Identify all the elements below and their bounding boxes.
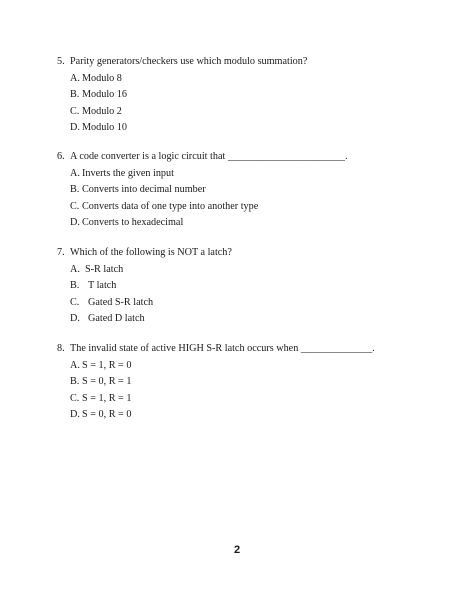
option-text: S = 1, R = 0 <box>82 360 132 371</box>
option-letter: A. <box>70 360 80 371</box>
option-letter: C. <box>70 105 80 117</box>
question-text: Which of the following is NOT a latch? <box>70 247 232 258</box>
option-letter: D. <box>70 312 80 324</box>
option-letter: B. <box>70 184 80 196</box>
option-text: Modulo 2 <box>82 105 122 117</box>
option-text: Converts to hexadecimal <box>82 216 184 228</box>
option-text: S = 0, R = 1 <box>82 376 132 388</box>
option-text: Gated D latch <box>88 312 145 324</box>
question-text: A code converter is a logic circuit that _______________________. <box>70 151 348 162</box>
option-letter: A. <box>70 264 80 275</box>
question-text: The invalid state of active HIGH S-R latch occurs when ______________. <box>70 343 375 354</box>
page-number: 2 <box>233 544 241 556</box>
option-letter: D. <box>70 121 80 133</box>
option-text: Modulo 8 <box>82 73 122 84</box>
option-letter: C. <box>70 200 80 212</box>
option-text: Converts data of one type into another type <box>82 200 259 212</box>
question-text: Parity generators/checkers use which modulo summation? <box>70 56 308 67</box>
option-text: Inverts the given input <box>82 168 174 179</box>
option-letter: B. <box>70 376 80 388</box>
option-letter: A. <box>70 168 80 179</box>
option-text: T latch <box>88 280 117 292</box>
option-letter: A. <box>70 73 80 84</box>
option-letter: D. <box>70 216 80 228</box>
option-text: Modulo 10 <box>82 121 127 133</box>
question-number: 7. <box>57 247 65 258</box>
option-letter: C. <box>70 392 80 404</box>
option-text: Converts into decimal number <box>82 184 206 196</box>
option-text: S-R latch <box>85 264 124 275</box>
question-number: 8. <box>57 343 65 354</box>
option-text: Modulo 16 <box>82 89 127 101</box>
question-number: 5. <box>57 56 65 67</box>
option-letter: C. <box>70 296 80 308</box>
option-letter: D. <box>70 408 80 420</box>
option-text: Gated S-R latch <box>88 296 154 308</box>
option-letter: B. <box>70 89 80 101</box>
option-text: S = 1, R = 1 <box>82 392 132 404</box>
option-letter: B. <box>70 280 80 292</box>
option-text: S = 0, R = 0 <box>82 408 132 420</box>
question-number: 6. <box>57 151 65 162</box>
